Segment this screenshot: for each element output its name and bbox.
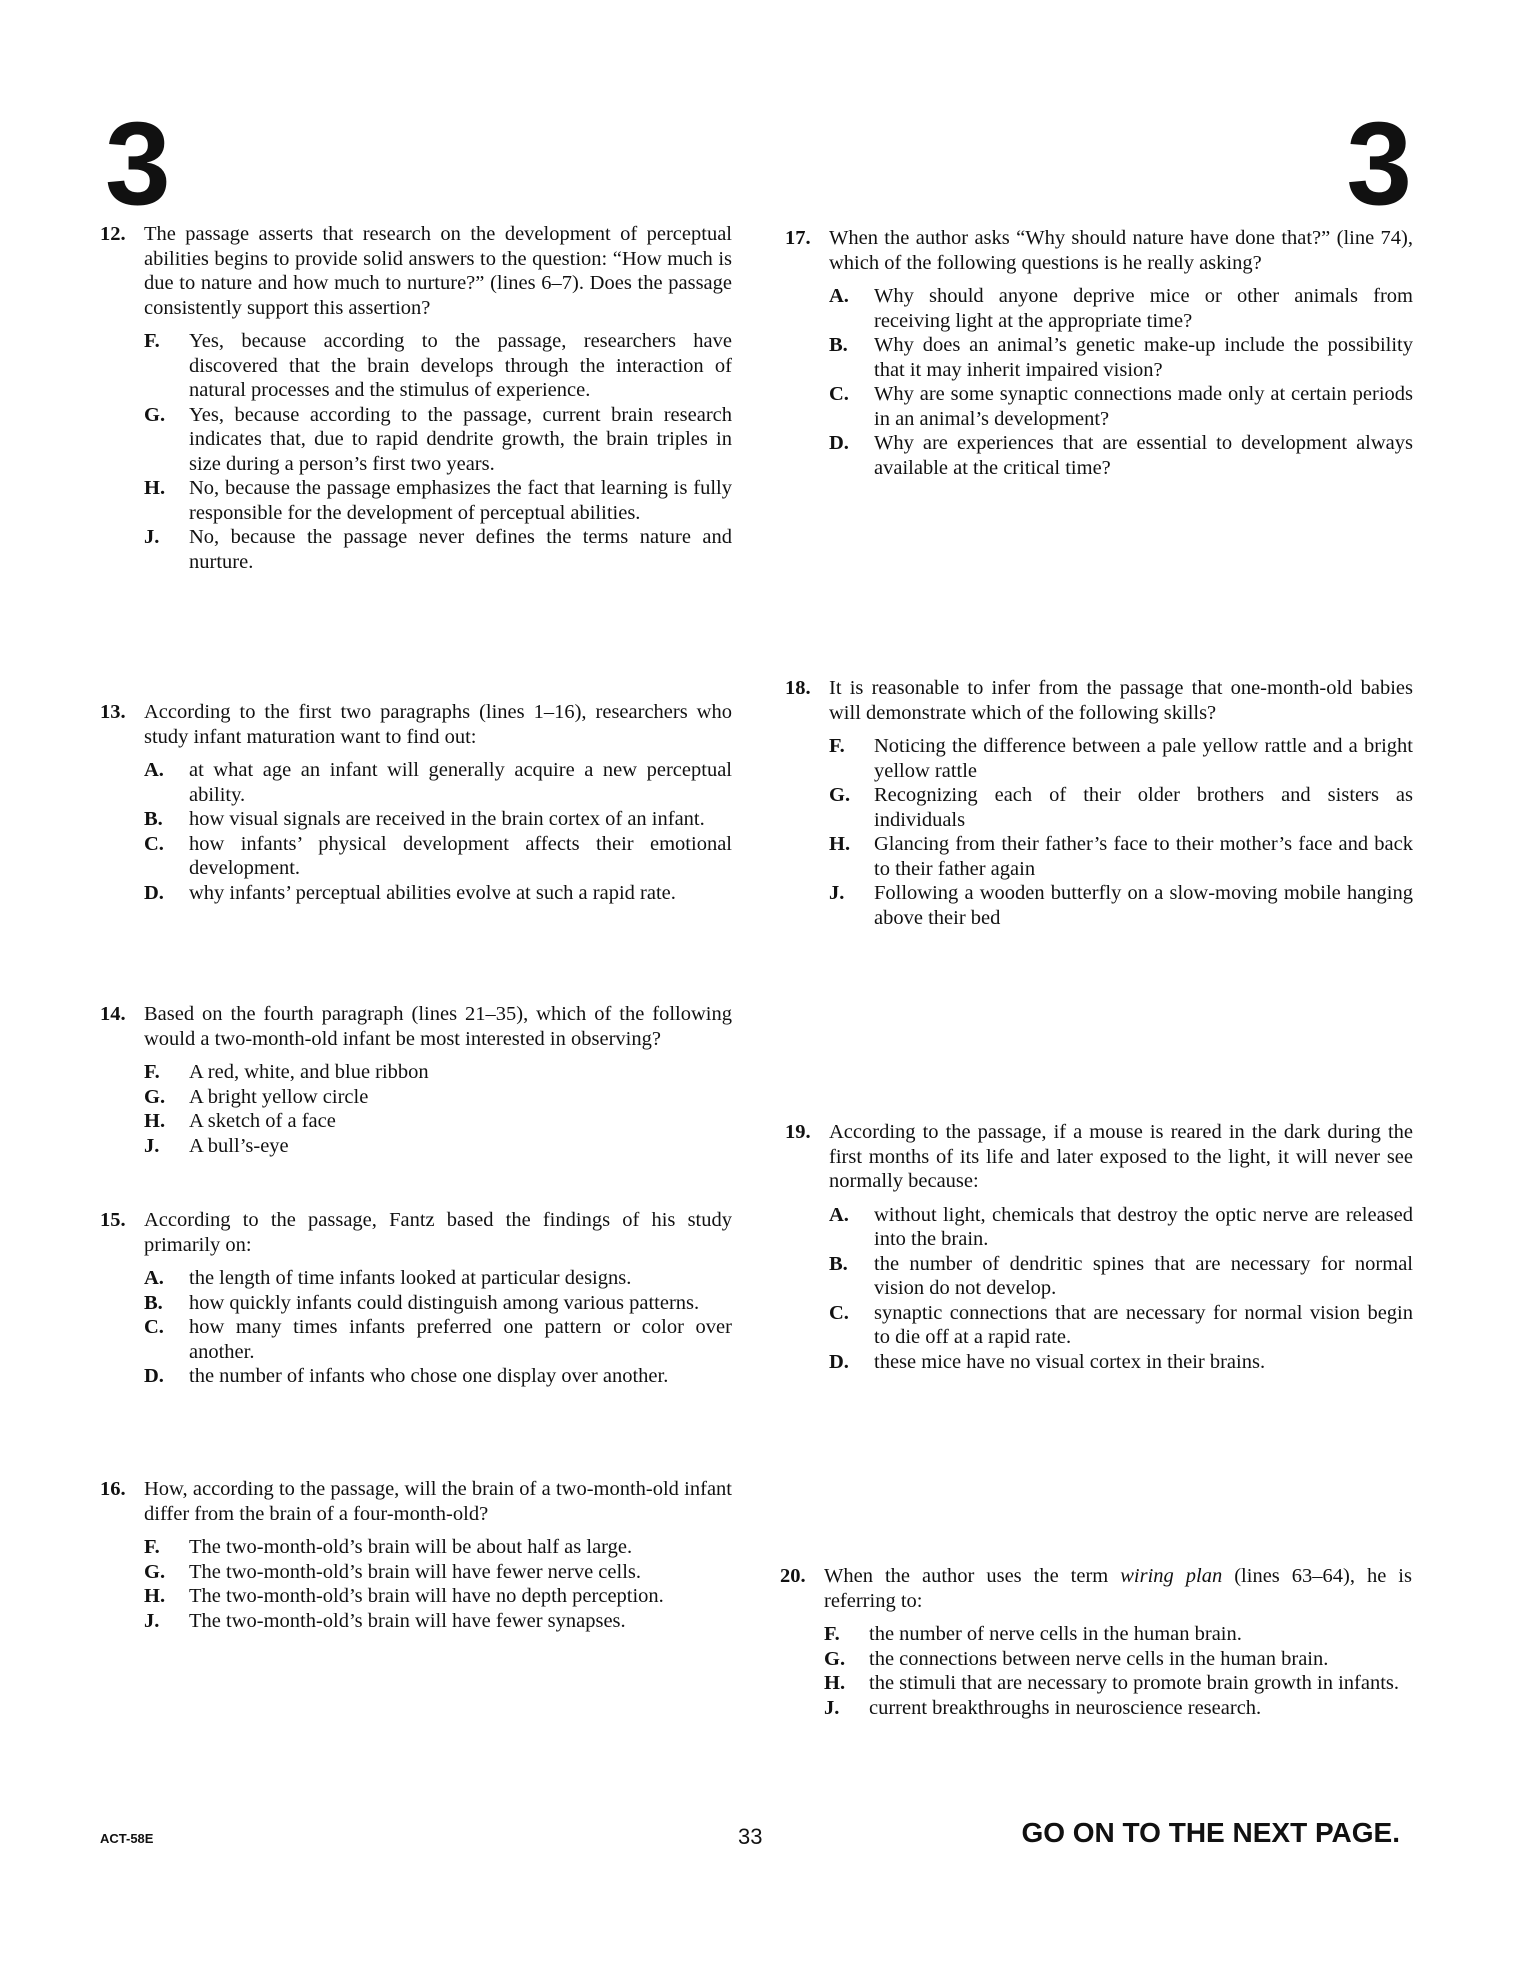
choice-letter: C. (144, 1316, 164, 1338)
choice-text: how visual signals are received in the brain cortex of an infant. (189, 808, 705, 830)
choice-text: without light, chemicals that destroy the optic nerve are released into the brain. (874, 1203, 1413, 1250)
choice-letter: H. (829, 833, 851, 855)
choice-letter: G. (824, 1647, 846, 1670)
choice-letter: D. (144, 881, 164, 904)
choice-text: Recognizing each of their older brothers and sisters as individuals (874, 784, 1413, 831)
answer-choice-d[interactable] (144, 881, 732, 906)
answer-choice-b[interactable] (144, 807, 732, 832)
question-text: When the author uses the term wiring plan (lines 63–64), he is referring to: (824, 1565, 1412, 1612)
answer-choice-b[interactable] (829, 333, 1413, 382)
question-12 (100, 222, 732, 574)
italic-term: wiring plan (1120, 1565, 1223, 1587)
choice-text: how quickly infants could distinguish among various patterns. (189, 1291, 700, 1314)
choice-letter: G. (144, 403, 166, 426)
question-number: 19. (785, 1121, 811, 1143)
answer-choice-f[interactable] (144, 1060, 732, 1085)
answer-choice-g[interactable] (829, 783, 1413, 832)
choice-letter: B. (829, 1252, 848, 1275)
choice-letter: B. (144, 1291, 163, 1314)
choice-letter: G. (144, 1085, 166, 1108)
question-15 (100, 1208, 732, 1389)
choice-text: Why should anyone deprive mice or other animals from receiving light at the appropriate time? (874, 285, 1413, 332)
choice-letter: A. (144, 759, 164, 781)
question-19 (785, 1120, 1413, 1374)
question-text: The passage asserts that research on the development of perceptual abilities begins to provide solid answers to the question: “How much is due to nature and how much to nurture?” (lines 6–7). Does the passage consistently support this assertion? (144, 223, 732, 319)
choice-text: why infants’ perceptual abilities evolve at such a rapid rate. (189, 881, 676, 904)
choice-text: Noticing the difference between a pale yellow rattle and a bright yellow rattle (874, 735, 1413, 782)
choice-text: Glancing from their father’s face to their mother’s face and back to their father again (874, 833, 1413, 880)
answer-choice-a[interactable] (829, 1203, 1413, 1252)
choice-text: The two-month-old’s brain will have no depth perception. (189, 1585, 664, 1607)
question-stem (100, 1477, 732, 1526)
choice-text: No, because the passage emphasizes the fact that learning is fully responsible for the development of perceptual abilities. (189, 477, 732, 524)
answer-choice-f[interactable] (824, 1622, 1412, 1647)
choice-letter: F. (144, 1061, 160, 1083)
question-text: It is reasonable to infer from the passage that one-month-old babies will demonstrate which of the following skills? (829, 677, 1413, 724)
choice-text: the number of dendritic spines that are necessary for normal vision do not develop. (874, 1252, 1413, 1299)
question-text: According to the passage, Fantz based the findings of his study primarily on: (144, 1209, 732, 1256)
answer-choices (785, 284, 1413, 480)
next-page-instruction: GO ON TO THE NEXT PAGE. (1021, 1817, 1400, 1848)
choice-letter: F. (144, 330, 160, 352)
section-number-right: 3 (1346, 98, 1412, 230)
question-17 (785, 226, 1413, 480)
choice-letter: H. (144, 1110, 166, 1132)
answer-choice-j[interactable] (824, 1696, 1412, 1721)
choice-text: the connections between nerve cells in the human brain. (869, 1647, 1329, 1670)
question-text: According to the first two paragraphs (lines 1–16), researchers who study infant maturation want to find out: (144, 701, 732, 748)
choice-letter: C. (144, 832, 164, 855)
answer-choice-d[interactable] (829, 431, 1413, 480)
answer-choice-h[interactable] (824, 1671, 1412, 1696)
choice-text: The two-month-old’s brain will have fewer synapses. (189, 1609, 626, 1632)
choice-text: how infants’ physical development affects their emotional development. (189, 832, 732, 879)
choice-text: synaptic connections that are necessary for normal vision begin to die off at a rapid rate. (874, 1301, 1413, 1348)
answer-choices (785, 1203, 1413, 1375)
form-code: ACT-58E (100, 1831, 154, 1846)
answer-choice-g[interactable] (144, 1085, 732, 1110)
choice-text: The two-month-old’s brain will be about half as large. (189, 1536, 633, 1558)
answer-choice-c[interactable] (144, 832, 732, 881)
choice-letter: A. (144, 1267, 164, 1289)
question-text: When the author asks “Why should nature have done that?” (line 74), which of the following questions is he really asking? (829, 227, 1413, 274)
answer-choice-j[interactable] (829, 881, 1413, 930)
choice-text: Why are some synaptic connections made only at certain periods in an animal’s development? (874, 383, 1413, 430)
question-text: According to the passage, if a mouse is reared in the dark during the first months of its life and later exposed to the light, it will never see normally because: (829, 1121, 1413, 1192)
answer-choice-g[interactable] (144, 403, 732, 477)
choice-letter: J. (144, 1134, 160, 1157)
question-18 (785, 676, 1413, 930)
answer-choice-g[interactable] (824, 1647, 1412, 1672)
choice-text: the stimuli that are necessary to promote brain growth in infants. (869, 1672, 1400, 1694)
question-number: 20. (780, 1565, 806, 1587)
answer-choices (100, 1535, 732, 1633)
answer-choices (780, 1622, 1412, 1720)
answer-choice-b[interactable] (829, 1252, 1413, 1301)
choice-letter: J. (824, 1696, 840, 1719)
question-13 (100, 700, 732, 905)
choice-letter: G. (144, 1560, 166, 1583)
answer-choice-f[interactable] (144, 1535, 732, 1560)
answer-choice-h[interactable] (144, 1584, 732, 1609)
answer-choice-h[interactable] (144, 476, 732, 525)
choice-letter: B. (144, 808, 163, 830)
question-text: How, according to the passage, will the brain of a two-month-old infant differ from the brain of a four-month-old? (144, 1478, 732, 1525)
answer-choice-g[interactable] (144, 1560, 732, 1585)
answer-choice-c[interactable] (144, 1315, 732, 1364)
section-number-left: 3 (105, 98, 171, 230)
choice-text: A bull’s-eye (189, 1134, 289, 1157)
answer-choice-h[interactable] (144, 1109, 732, 1134)
choice-text: A sketch of a face (189, 1110, 336, 1132)
question-16 (100, 1477, 732, 1633)
question-number: 17. (785, 227, 811, 249)
choice-text: A bright yellow circle (189, 1085, 369, 1108)
choice-letter: H. (824, 1672, 846, 1694)
question-stem (100, 1002, 732, 1051)
choice-text: how many times infants preferred one pattern or color over another. (189, 1316, 732, 1363)
choice-letter: J. (144, 526, 160, 548)
question-stem (780, 1564, 1412, 1613)
choice-text: The two-month-old’s brain will have fewer nerve cells. (189, 1560, 641, 1583)
question-stem (100, 1208, 732, 1257)
choice-letter: B. (829, 334, 848, 356)
answer-choice-d[interactable] (829, 1350, 1413, 1375)
question-stem (100, 222, 732, 320)
choice-letter: F. (829, 735, 845, 757)
question-stem (785, 226, 1413, 275)
question-20 (780, 1564, 1412, 1720)
choice-text: the number of infants who chose one display over another. (189, 1365, 669, 1387)
choice-letter: J. (144, 1609, 160, 1632)
choice-letter: H. (144, 477, 166, 499)
answer-choices (100, 758, 732, 905)
question-number: 18. (785, 677, 811, 699)
answer-choices (100, 329, 732, 574)
choice-letter: D. (144, 1365, 164, 1387)
choice-letter: A. (829, 1203, 849, 1226)
choice-letter: H. (144, 1585, 166, 1607)
question-stem (785, 1120, 1413, 1194)
choice-text: Why does an animal’s genetic make-up include the possibility that it may inherit impaired vision? (874, 334, 1413, 381)
answer-choice-d[interactable] (144, 1364, 732, 1389)
choice-letter: A. (829, 285, 849, 307)
question-number: 13. (100, 701, 126, 723)
answer-choice-c[interactable] (829, 1301, 1413, 1350)
question-14 (100, 1002, 732, 1158)
choice-text: current breakthroughs in neuroscience research. (869, 1696, 1262, 1719)
choice-text: Yes, because according to the passage, current brain research indicates that, due to rapid dendrite growth, the brain triples in size during a person’s first two years. (189, 403, 732, 475)
answer-choice-c[interactable] (829, 382, 1413, 431)
choice-letter: F. (824, 1623, 840, 1645)
question-number: 15. (100, 1209, 126, 1231)
choice-text: the length of time infants looked at particular designs. (189, 1267, 632, 1289)
question-number: 14. (100, 1003, 126, 1025)
answer-choice-a[interactable] (829, 284, 1413, 333)
answer-choice-f[interactable] (144, 329, 732, 403)
question-stem (100, 700, 732, 749)
question-text: Based on the fourth paragraph (lines 21–35), which of the following would a two-month-old infant be most interested in observing? (144, 1003, 732, 1050)
answer-choices (785, 734, 1413, 930)
choice-text: the number of nerve cells in the human brain. (869, 1623, 1242, 1645)
answer-choices (100, 1266, 732, 1389)
choice-letter: C. (829, 1301, 849, 1324)
choice-letter: D. (829, 432, 849, 454)
choice-letter: F. (144, 1536, 160, 1558)
answer-choice-j[interactable] (144, 525, 732, 574)
choice-letter: C. (829, 383, 849, 405)
choice-text: Following a wooden butterfly on a slow-moving mobile hanging above their bed (874, 882, 1413, 929)
answer-choice-j[interactable] (144, 1134, 732, 1159)
answer-choice-a[interactable] (144, 758, 732, 807)
answer-choices (100, 1060, 732, 1158)
choice-text: Why are experiences that are essential to development always available at the critical time? (874, 432, 1413, 479)
question-stem (785, 676, 1413, 725)
answer-choice-j[interactable] (144, 1609, 732, 1634)
page-number: 33 (738, 1824, 763, 1849)
choice-text: Yes, because according to the passage, researchers have discovered that the brain develops through the interaction of natural processes and the stimulus of experience. (189, 330, 732, 401)
question-number: 16. (100, 1478, 126, 1500)
choice-text: No, because the passage never defines the terms nature and nurture. (189, 526, 732, 573)
answer-choice-f[interactable] (829, 734, 1413, 783)
choice-letter: D. (829, 1350, 849, 1373)
choice-letter: J. (829, 882, 845, 904)
choice-letter: G. (829, 784, 851, 806)
choice-text: these mice have no visual cortex in their brains. (874, 1350, 1266, 1373)
choice-text: at what age an infant will generally acquire a new perceptual ability. (189, 759, 732, 806)
answer-choice-b[interactable] (144, 1291, 732, 1316)
question-number: 12. (100, 223, 126, 245)
answer-choice-h[interactable] (829, 832, 1413, 881)
choice-text: A red, white, and blue ribbon (189, 1061, 429, 1083)
answer-choice-a[interactable] (144, 1266, 732, 1291)
